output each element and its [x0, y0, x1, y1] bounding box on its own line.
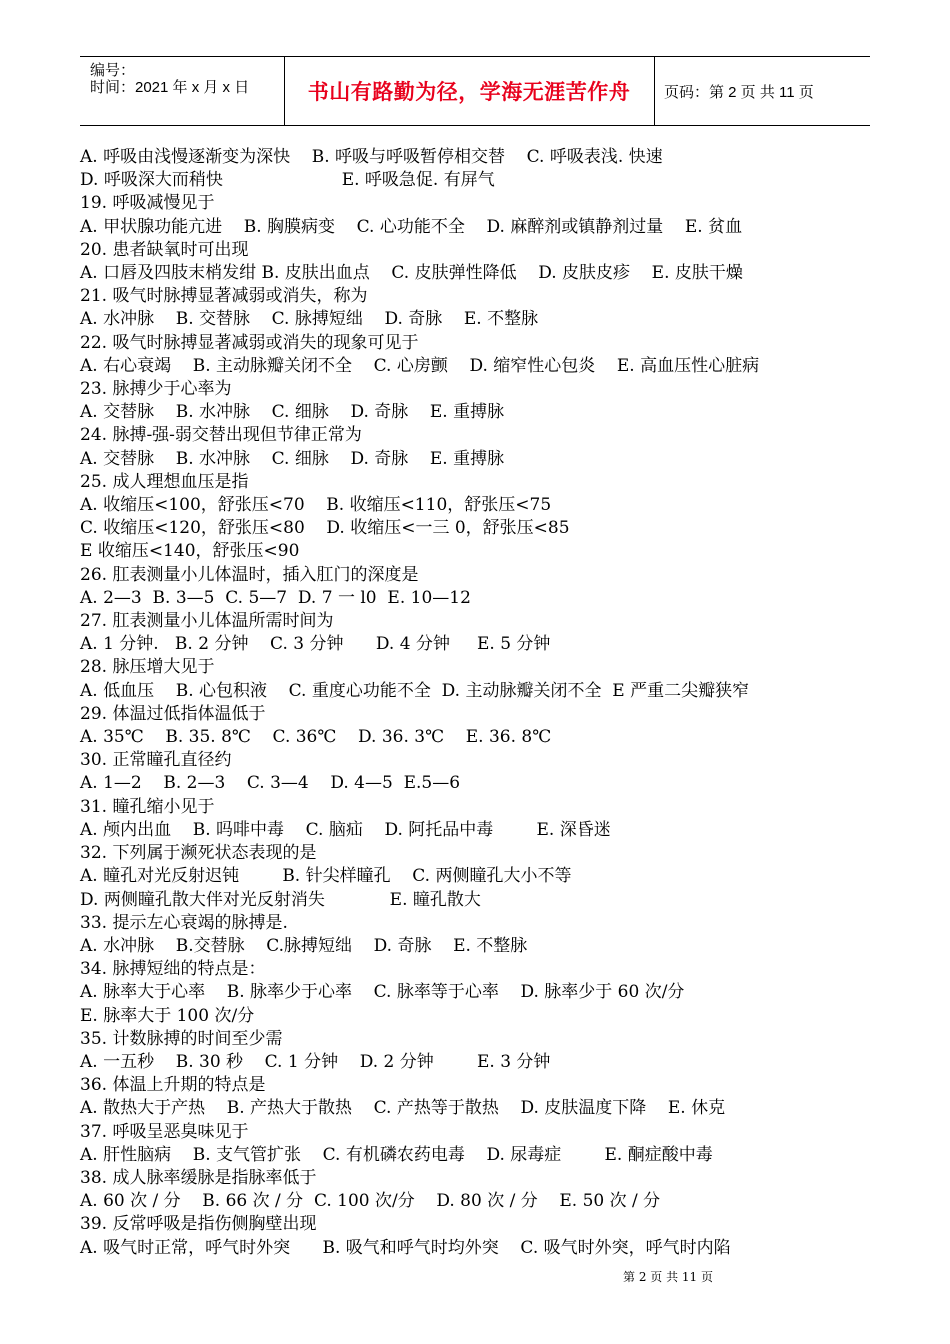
answer-options: E 收缩压<140，舒张压<90 — [80, 541, 300, 562]
question-stem: 32. 下列属于濒死状态表现的是 — [80, 843, 317, 864]
answer-options: A. 收缩压<100，舒张压<70 B. 收缩压<110，舒张压<75 — [80, 495, 552, 516]
question-stem: 31. 瞳孔缩小见于 — [80, 796, 215, 817]
question-stem: 29. 体温过低指体温低于 — [80, 703, 266, 724]
question-stem: 20. 患者缺氧时可出现 — [80, 239, 249, 260]
question-stem: 21. 吸气时脉搏显著减弱或消失，称为 — [80, 286, 368, 307]
answer-options: A. 口唇及四肢末梢发绀 B. 皮肤出血点 C. 皮肤弹性降低 D. 皮肤皮疹 E. 皮肤干燥 — [80, 263, 743, 284]
question-stem: 34. 脉搏短绌的特点是： — [80, 959, 266, 980]
answer-options: E. 脉率大于 100 次/分 — [80, 1005, 255, 1026]
answer-options: A. 35℃ B. 35. 8℃ C. 36℃ D. 36. 3℃ E. 36. 8℃ — [80, 727, 552, 748]
question-stem: 35. 计数脉搏的时间至少需 — [80, 1028, 283, 1049]
page-header — [80, 56, 870, 126]
question-stem: 27. 肛表测量小儿体温所需时间为 — [80, 611, 334, 632]
question-stem: 39. 反常呼吸是指伤侧胸壁出现 — [80, 1214, 317, 1235]
answer-options: A. 肝性脑病 B. 支气管扩张 C. 有机磷农药电毒 D. 尿毒症 E. 酮症酸中毒 — [80, 1144, 713, 1165]
question-stem: 23. 脉搏少于心率为 — [80, 379, 232, 400]
answer-options: A. 交替脉 B. 水冲脉 C. 细脉 D. 奇脉 E. 重搏脉 — [80, 402, 505, 423]
answer-options: A. 吸气时正常，呼气时外突 B. 吸气和呼气时均外突 C. 吸气时外突，呼气时内陷 — [80, 1237, 731, 1258]
question-stem: 33. 提示左心衰竭的脉搏是. — [80, 912, 288, 933]
question-stem: 25. 成人理想血压是指 — [80, 471, 249, 492]
question-stem: 24. 脉搏-强-弱交替出现但节律正常为 — [80, 425, 362, 446]
question-stem: 26. 肛表测量小儿体温时，插入肛门的深度是 — [80, 564, 419, 585]
question-content — [80, 146, 880, 1260]
document-number-label: 编号： — [90, 62, 136, 79]
answer-options: A. 1 分钟. B. 2 分钟 C. 3 分钟 D. 4 分钟 E. 5 分钟 — [80, 634, 551, 655]
answer-options: A. 散热大于产热 B. 产热大于散热 C. 产热等于散热 D. 皮肤温度下降 E. 休克 — [80, 1098, 726, 1119]
answer-options: A. 脉率大于心率 B. 脉率少于心率 C. 脉率等于心率 D. 脉率少于 60 次/分 — [80, 982, 685, 1003]
answer-options: A. 1—2 B. 2—3 C. 3—4 D. 4—5 E.5—6 — [80, 773, 461, 794]
answer-options: A. 低血压 B. 心包积液 C. 重度心功能不全 D. 主动脉瓣关闭不全 E 严重二尖瓣狭窄 — [80, 680, 750, 701]
question-stem: 22. 吸气时脉搏显著减弱或消失的现象可见于 — [80, 332, 419, 353]
document-date: 时间：2021 年 x 月 x 日 — [90, 79, 250, 96]
answer-options: A. 交替脉 B. 水冲脉 C. 细脉 D. 奇脉 E. 重搏脉 — [80, 448, 505, 469]
answer-options: A. 颅内出血 B. 吗啡中毒 C. 脑疝 D. 阿托品中毒 E. 深昏迷 — [80, 819, 611, 840]
question-stem: 36. 体温上升期的特点是 — [80, 1075, 266, 1096]
answer-options: D. 呼吸深大而稍快 E. 呼吸急促. 有屏气 — [80, 170, 495, 191]
answer-options: A. 水冲脉 B. 交替脉 C. 脉搏短绌 D. 奇脉 E. 不整脉 — [80, 309, 539, 330]
answer-options: A. 水冲脉 B.交替脉 C.脉搏短绌 D. 奇脉 E. 不整脉 — [80, 935, 528, 956]
question-stem: 28. 脉压增大见于 — [80, 657, 215, 678]
answer-options: A. 60 次 / 分 B. 66 次 / 分 C. 100 次/分 D. 80 次 / 分 E. 50 次 / 分 — [80, 1191, 661, 1212]
answer-options: A. 2—3 B. 3—5 C. 5—7 D. 7 一 l0 E. 10—12 — [80, 587, 471, 608]
answer-options: A. 呼吸由浅慢逐渐变为深快 B. 呼吸与呼吸暂停相交替 C. 呼吸表浅. 快速 — [80, 147, 663, 167]
question-stem: 19. 呼吸减慢见于 — [80, 193, 215, 214]
question-stem: 38. 成人脉率缓脉是指脉率低于 — [80, 1167, 317, 1188]
header-divider-right — [654, 56, 655, 126]
answer-options: D. 两侧瞳孔散大伴对光反射消失 E. 瞳孔散大 — [80, 889, 481, 910]
page-footer: 第 2 页 共 11 页 — [623, 1270, 713, 1284]
answer-options: A. 右心衰竭 B. 主动脉瓣关闭不全 C. 心房颤 D. 缩窄性心包炎 E. 高血压性心脏病 — [80, 355, 760, 376]
answer-options: A. 甲状腺功能亢进 B. 胸膜病变 C. 心功能不全 D. 麻醉剂或镇静剂过量 E. 贫血 — [80, 216, 743, 237]
header-page-info: 页码：第 2 页 共 11 页 — [664, 83, 814, 101]
header-meta — [90, 62, 249, 96]
question-stem: 30. 正常瞳孔直径约 — [80, 750, 232, 771]
answer-options: A. 一五秒 B. 30 秒 C. 1 分钟 D. 2 分钟 E. 3 分钟 — [80, 1051, 551, 1072]
answer-options: A. 瞳孔对光反射迟钝 B. 针尖样瞳孔 C. 两侧瞳孔大小不等 — [80, 866, 572, 887]
answer-options: C. 收缩压<120，舒张压<80 D. 收缩压<一三 0，舒张压<85 — [80, 518, 570, 539]
header-motto: 书山有路勤为径，学海无涯苦作舟 — [307, 80, 631, 104]
question-stem: 37. 呼吸呈恶臭味见于 — [80, 1121, 249, 1142]
